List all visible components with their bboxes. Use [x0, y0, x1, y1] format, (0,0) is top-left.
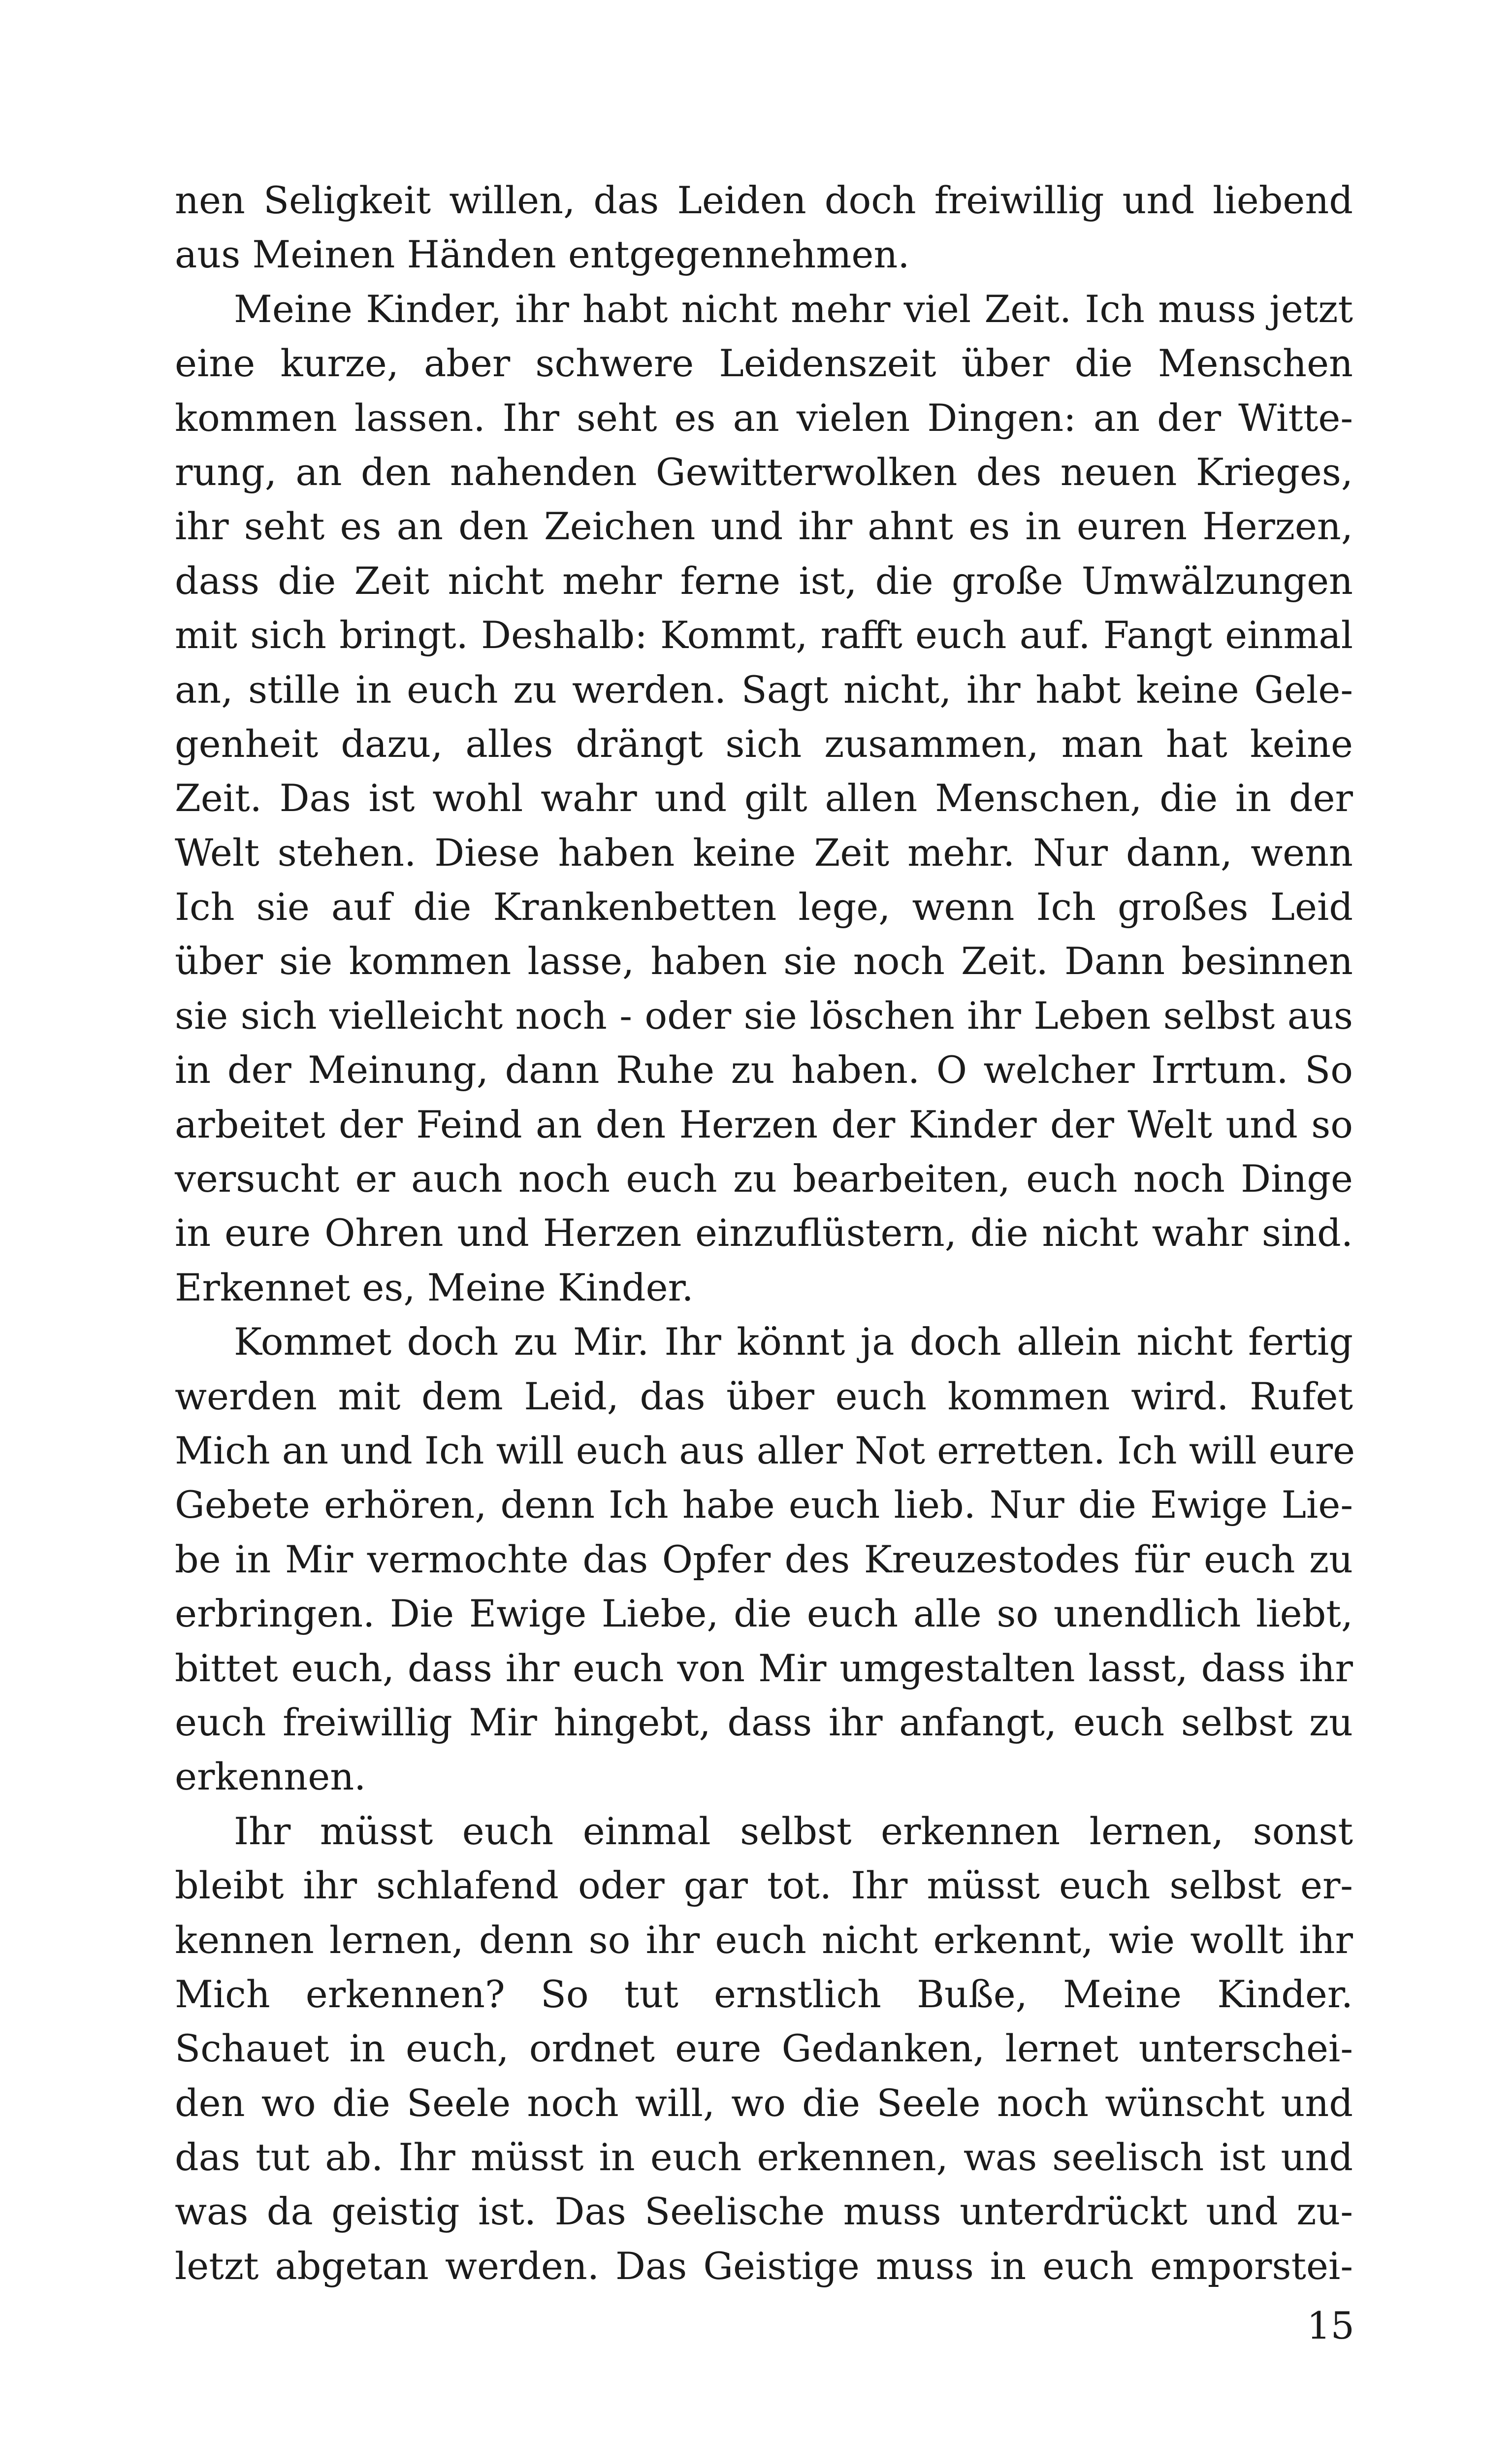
text-line: dass die Zeit nicht mehr ferne ist, die große Umwälzungen: [175, 558, 1353, 603]
text-line: Erkennet es, Meine Kinder.: [175, 1265, 694, 1309]
text-line: rung, an den nahenden Gewitterwolken des neuen Krieges,: [175, 450, 1353, 494]
body-text: [175, 173, 1353, 2293]
text-line: arbeitet der Feind an den Herzen der Kinder der Welt und so: [175, 1102, 1353, 1146]
text-line: kommen lassen. Ihr seht es an vielen Dingen: an der Witte-: [175, 395, 1353, 440]
text-line: versucht er auch noch euch zu bearbeiten, euch noch Dinge: [175, 1157, 1353, 1201]
text-line: ihr seht es an den Zeichen und ihr ahnt es in euren Herzen,: [175, 504, 1353, 549]
text-line: Ich sie auf die Krankenbetten lege, wenn Ich großes Leid: [175, 885, 1353, 929]
text-line: in der Meinung, dann Ruhe zu haben. O welcher Irrtum. So: [175, 1048, 1353, 1092]
text-line: an, stille in euch zu werden. Sagt nicht, ihr habt keine Gele-: [175, 667, 1353, 712]
text-line: aus Meinen Händen entgegennehmen.: [175, 232, 910, 277]
text-line: bittet euch, dass ihr euch von Mir umgestalten lasst, dass ihr: [175, 1646, 1353, 1690]
text-line: kennen lernen, denn so ihr euch nicht erkennt, wie wollt ihr: [175, 1918, 1353, 1962]
text-line: euch freiwillig Mir hingebt, dass ihr anfangt, euch selbst zu: [175, 1700, 1353, 1744]
text-line: Meine Kinder, ihr habt nicht mehr viel Zeit. Ich muss jetzt: [234, 287, 1353, 331]
text-line: Mich erkennen? So tut ernstlich Buße, Meine Kinder.: [175, 1972, 1353, 2016]
text-line: Gebete erhören, denn Ich habe euch lieb. Nur die Ewige Lie-: [175, 1483, 1353, 1527]
text-line: Kommet doch zu Mir. Ihr könnt ja doch allein nicht fertig: [234, 1320, 1353, 1364]
text-line: mit sich bringt. Deshalb: Kommt, rafft euch auf. Fangt einmal: [175, 613, 1353, 657]
text-line: erkennen.: [175, 1755, 366, 1799]
text-line: das tut ab. Ihr müsst in euch erkennen, was seelisch ist und: [175, 2135, 1353, 2180]
text-line: Mich an und Ich will euch aus aller Not erretten. Ich will eure: [175, 1428, 1355, 1472]
text-line: Zeit. Das ist wohl wahr und gilt allen Menschen, die in der: [175, 776, 1353, 820]
text-line: bleibt ihr schlafend oder gar tot. Ihr müsst euch selbst er-: [175, 1863, 1353, 1908]
text-line: Schauet in euch, ordnet eure Gedanken, lernet unterschei-: [175, 2026, 1353, 2071]
text-line: be in Mir vermochte das Opfer des Kreuzestodes für euch zu: [175, 1537, 1353, 1581]
text-line: werden mit dem Leid, das über euch kommen wird. Rufet: [175, 1374, 1353, 1418]
page-number: 15: [1307, 2304, 1354, 2347]
text-line: erbringen. Die Ewige Liebe, die euch alle so unendlich liebt,: [175, 1592, 1353, 1636]
text-line: in eure Ohren und Herzen einzuflüstern, die nicht wahr sind.: [175, 1211, 1353, 1255]
text-line: nen Seligkeit willen, das Leiden doch freiwillig und liebend: [175, 178, 1353, 222]
text-line: über sie kommen lasse, haben sie noch Zeit. Dann besinnen: [175, 939, 1353, 983]
text-line: sie sich vielleicht noch - oder sie löschen ihr Leben selbst aus: [175, 993, 1353, 1038]
text-line: Welt stehen. Diese haben keine Zeit mehr. Nur dann, wenn: [175, 830, 1353, 875]
text-line: eine kurze, aber schwere Leidenszeit über die Menschen: [175, 341, 1353, 386]
text-line: genheit dazu, alles drängt sich zusammen, man hat keine: [175, 721, 1353, 766]
text-line: was da geistig ist. Das Seelische muss unterdrückt und zu-: [175, 2189, 1353, 2234]
text-line: Ihr müsst euch einmal selbst erkennen lernen, sonst: [234, 1809, 1353, 1853]
text-line: letzt abgetan werden. Das Geistige muss in euch emporstei-: [175, 2244, 1353, 2288]
text-line: den wo die Seele noch will, wo die Seele noch wünscht und: [175, 2081, 1353, 2125]
